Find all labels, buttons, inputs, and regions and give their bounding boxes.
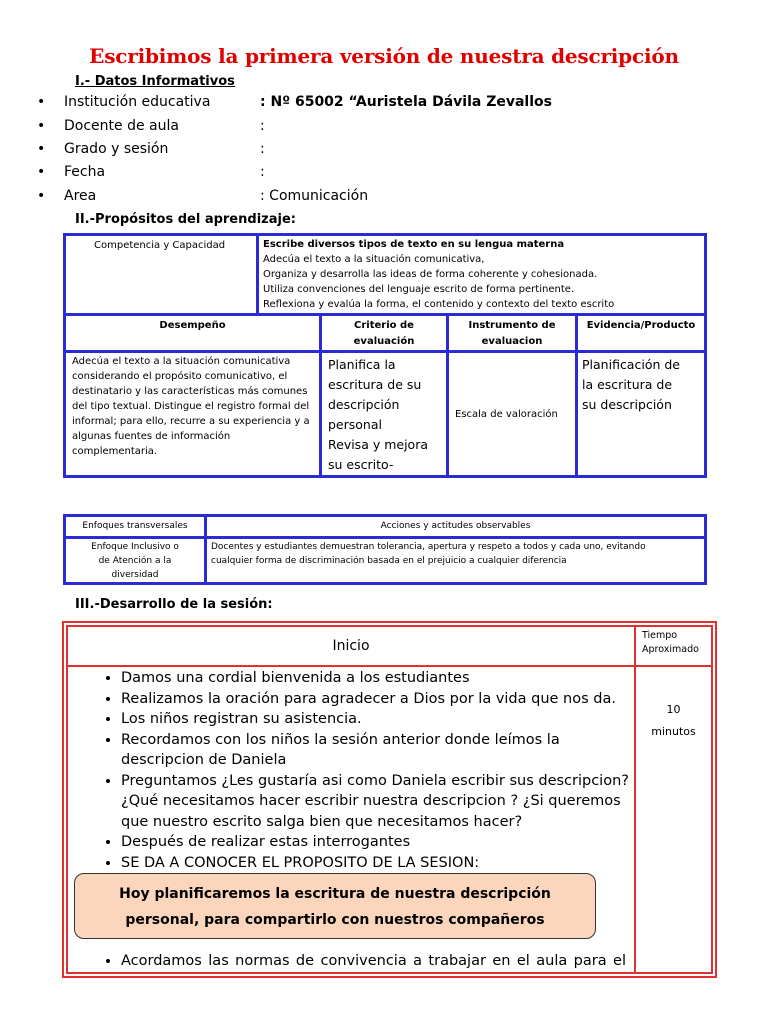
list-item: • Recordamos con los niños la sesión anterior donde leímos la descripcion de Daniela [121, 730, 634, 771]
list-item: • Damos una cordial bienvenida a los estudiantes [121, 668, 634, 689]
criterio-line: Revisa y mejora [328, 437, 428, 452]
page-title: Escribimos la primera versión de nuestra descripción [89, 44, 679, 68]
header-desempeno: Desempeño [65, 315, 321, 352]
info-value: : Comunicación [260, 188, 369, 204]
competencia-label: Competencia y Capacidad [65, 235, 258, 315]
session-purpose-box [74, 873, 596, 939]
list-item: • Después de realizar estas interrogantes [121, 832, 634, 853]
section-datos-heading: I.- Datos Informativos [75, 74, 235, 89]
tiempo-header-line: Aproximado [642, 644, 699, 655]
header-evidencia: Evidencia/Producto [577, 315, 706, 352]
inicio-header: Inicio [67, 626, 635, 666]
bullet-icon: • [37, 118, 46, 134]
info-label: Institución educativa [64, 94, 211, 110]
enfoque-line: de Atención a la [98, 556, 172, 566]
criterio-line: Planifica la [328, 357, 396, 372]
inicio-list-continued [68, 951, 634, 972]
tiempo-header [635, 626, 712, 666]
criterio-line: descripción [328, 397, 400, 412]
acciones-line: Docentes y estudiantes demuestran tolerancia, apertura y respeto a todos y cada uno, evitando [211, 542, 646, 552]
header-criterio: Criterio de evaluación [321, 315, 448, 352]
criterio-line: escritura de su [328, 377, 422, 392]
tiempo-unit: minutos [651, 725, 696, 738]
tiempo-header-line: Tiempo [642, 630, 678, 641]
acciones-header: Acciones y actitudes observables [206, 516, 706, 538]
enfoques-table [63, 514, 707, 585]
info-label: Docente de aula [64, 118, 179, 134]
info-row-institucion [37, 94, 737, 116]
list-item: • Acordamos las normas de convivencia a trabajar en el aula para el [121, 951, 626, 972]
enfoque-line: diversidad [111, 570, 159, 580]
acciones-line: cualquier forma de discriminación basada en el prejuicio a cualquier diferencia [211, 556, 567, 566]
section-propositos-heading: II.-Propósitos del aprendizaje: [75, 212, 296, 227]
purpose-line: personal, para compartirlo con nuestros compañeros [125, 912, 545, 928]
evidencia-cell [577, 352, 706, 477]
info-row-grado [37, 141, 737, 163]
instrumento-text: Escala de valoración [448, 352, 577, 477]
info-value: : [260, 164, 265, 180]
inicio-list [68, 668, 634, 873]
list-item: • Preguntamos ¿Les gustaría asi como Daniela escribir sus descripcion? ¿Qué necesitamos hacer escribir nuestra descripcion ? ¿Si queremos que nuestro escrito salga bien que necesitamos hacer? [121, 771, 634, 833]
criterio-line: su escrito- [328, 457, 394, 472]
competencia-line: Adecúa el texto a la situación comunicativa, [263, 254, 485, 265]
enfoques-header: Enfoques transversales [65, 516, 206, 538]
evidencia-line: la escritura de [582, 377, 673, 392]
list-item: • Los niños registran su asistencia. [121, 709, 634, 730]
desempeno-text: Adecúa el texto a la situación comunicativa considerando el propósito comunicativo, el destinatario y las características más comunes del tipo textual. Distingue el registro formal del informal; para ello, recurre a su experiencia y a algunas fuentes de información complementaria. [65, 352, 321, 477]
info-label: Grado y sesión [64, 141, 169, 157]
enfoque-line: Enfoque Inclusivo o [91, 542, 179, 552]
bullet-icon: • [37, 188, 46, 204]
info-row-fecha [37, 164, 737, 186]
competencia-line: Organiza y desarrolla las ideas de forma coherente y cohesionada. [263, 269, 598, 280]
info-label: Fecha [64, 164, 106, 180]
list-item: • SE DA A CONOCER EL PROPOSITO DE LA SESION: [121, 853, 634, 874]
info-row-area [37, 188, 737, 210]
info-row-docente [37, 118, 737, 140]
section-desarrollo-heading: III.-Desarrollo de la sesión: [75, 597, 273, 612]
info-value: : Nº 65002 “Auristela Dávila Zevallos [260, 94, 552, 110]
competencia-title: Escribe diversos tipos de texto en su lengua materna [263, 239, 565, 250]
competencia-line: Reflexiona y evalúa la forma, el contenido y contexto del texto escrito [263, 299, 615, 310]
bullet-icon: • [37, 141, 46, 157]
tiempo-value: 10 [666, 703, 681, 716]
evidencia-line: Planificación de [582, 357, 680, 372]
criterio-cell [321, 352, 448, 477]
header-instrumento: Instrumento de evaluacion [448, 315, 577, 352]
competencia-content [258, 235, 706, 315]
info-value: : [260, 118, 265, 134]
enfoque-cell [65, 538, 206, 584]
info-value: : [260, 141, 265, 157]
bullet-icon: • [37, 94, 46, 110]
competencia-line: Utiliza convenciones del lenguaje escrito de forma pertinente. [263, 284, 575, 295]
tiempo-cell [635, 666, 712, 973]
info-label: Area [64, 188, 97, 204]
evidencia-line: su descripción [582, 397, 672, 412]
acciones-cell [206, 538, 706, 584]
criterio-line: personal [328, 417, 382, 432]
bullet-icon: • [37, 164, 46, 180]
purpose-line: Hoy planificaremos la escritura de nuestra descripción [119, 886, 551, 902]
list-item: • Realizamos la oración para agradecer a Dios por la vida que nos da. [121, 689, 634, 710]
propositos-table [63, 233, 707, 478]
